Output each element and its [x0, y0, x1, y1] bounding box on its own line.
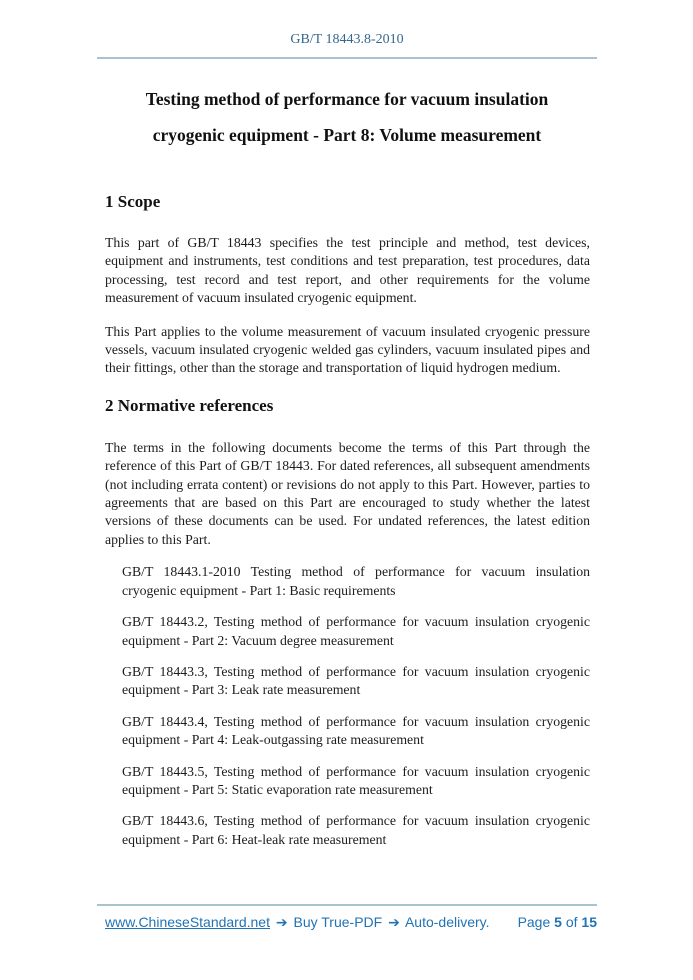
right-arrow-icon: ➔	[275, 915, 288, 931]
reference-item-3: GB/T 18443.3, Testing method of performance for vacuum insulation cryogenic equipment - Part 3: Leak rate measurement	[122, 663, 590, 698]
section-heading-scope: 1 Scope	[105, 192, 161, 211]
reference-item-2: GB/T 18443.2, Testing method of performance for vacuum insulation cryogenic equipment - Part 2: Vacuum degree measurement	[122, 614, 590, 648]
document-title-line-1: Testing method of performance for vacuum insulation	[145, 89, 549, 109]
scope-paragraph-1: This part of GB/T 18443 specifies the test principle and method, test devices, equipment and instruments, test conditions and test preparation, test procedures, data processing, test record and test report, and other requirements for the volume measurement of vacuum insulated cryogenic equipment.	[105, 235, 590, 306]
page-label: Page	[517, 914, 551, 930]
document-title-line-2: cryogenic equipment - Part 8: Volume measurement	[152, 125, 542, 145]
right-arrow-icon: ➔	[388, 915, 400, 931]
reference-item-4: GB/T 18443.4, Testing method of performance for vacuum insulation cryogenic equipment - Part 4: Leak-outgassing rate measurement	[122, 713, 590, 748]
reference-item-1: GB/T 18443.1-2010 Testing method of performance for vacuum insulation cryogenic equipment - Part 1: Basic requirements	[122, 564, 590, 598]
header-rule	[97, 57, 597, 59]
footer-delivery-text: Auto-delivery.	[404, 914, 490, 930]
footer-left-text	[105, 914, 490, 931]
normative-references-intro-paragraph: The terms in the following documents become the terms of this Part through the reference of this Part of GB/T 18443. For dated references, all subsequent amendments (not including errata content) or revisions do not apply to this Part. However, parties to agreements that are based on this Part are encouraged to study whether the latest versions of these documents can be used. For undated references, the latest edition applies to this Part.	[105, 439, 590, 547]
reference-item-6: GB/T 18443.6, Testing method of performance for vacuum insulation cryogenic equipment - Part 6: Heat-leak rate measurement	[122, 813, 590, 847]
page-content	[97, 0, 597, 849]
section-heading-normative-references: 2 Normative references	[105, 395, 274, 415]
reference-item-5: GB/T 18443.5, Testing method of performance for vacuum insulation cryogenic equipment - Part 5: Static evaporation rate measurement	[122, 763, 590, 797]
footer-row	[97, 914, 597, 931]
page-current-number: 5	[554, 914, 562, 930]
page-of-label: of	[565, 914, 578, 930]
document-title	[97, 81, 597, 153]
scope-paragraph-2: This Part applies to the volume measurement of vacuum insulated cryogenic pressure vessels, vacuum insulated cryogenic welded gas cylinders, vacuum insulated pipes and their fittings, other than the storage and transportation of liquid hydrogen medium.	[105, 323, 590, 376]
page-total-number: 15	[581, 914, 597, 930]
header-doc-number: GB/T 18443.8-2010	[290, 32, 404, 47]
footer-rule	[97, 904, 597, 906]
page-indicator	[518, 914, 597, 930]
footer-website-link[interactable]: www.ChineseStandard.net	[105, 914, 270, 930]
page-footer	[97, 904, 597, 931]
footer-buy-text: Buy True-PDF	[293, 914, 383, 930]
